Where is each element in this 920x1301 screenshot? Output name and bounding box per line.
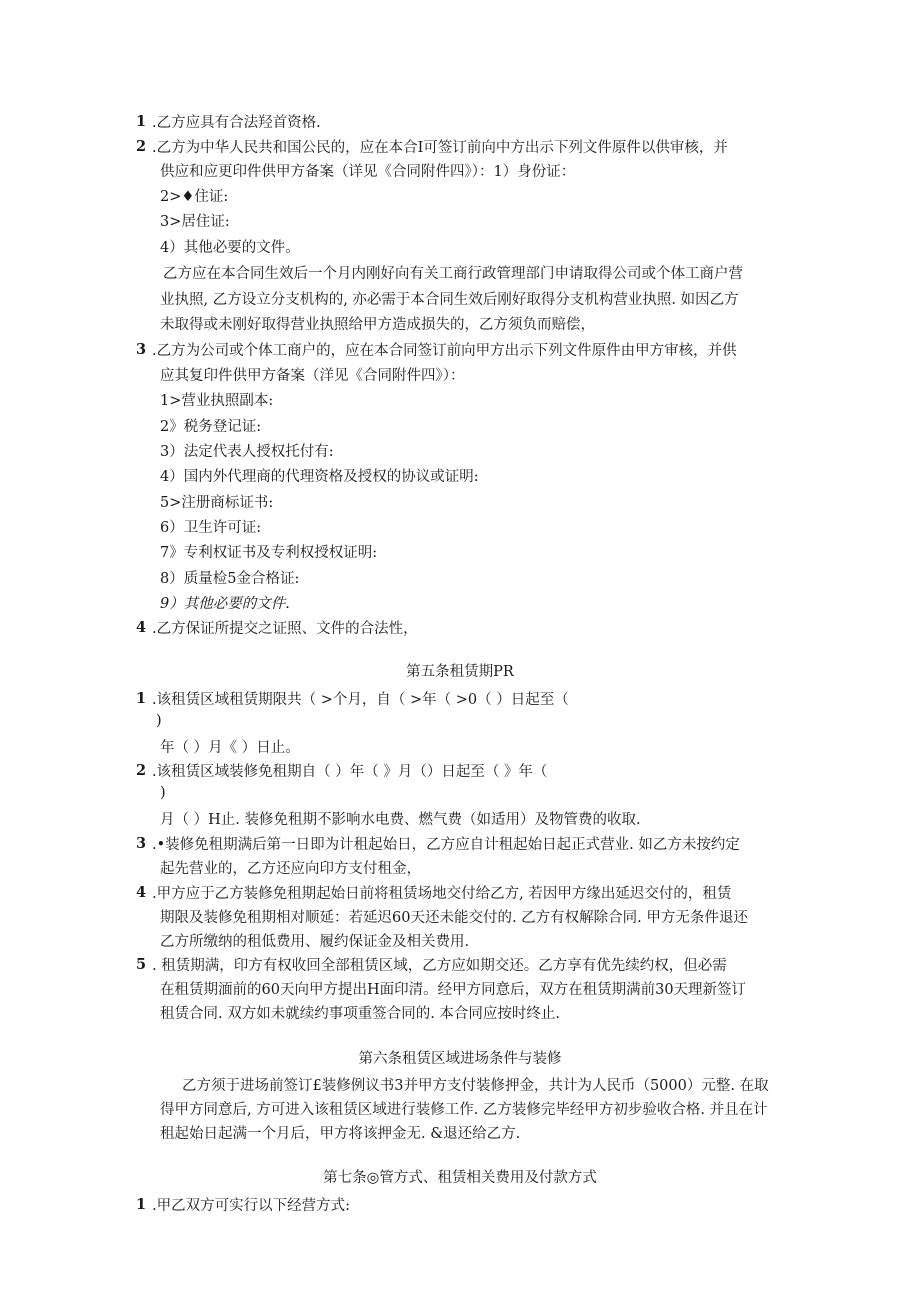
- clause-text: 供应和应更印件供甲方备案（详见《合同附件四》）：1）身份证：: [160, 164, 576, 180]
- clause-text: .乙方为公司或个体工商户的，应在本合同签订前向甲方出示下列文件原件由甲方审核，并供: [152, 343, 737, 359]
- clause-text: . 租赁期满，印方有权收回全部租赁区域，乙方应如期交还。乙方享有优先续约权，但必需: [152, 958, 727, 974]
- item-number: 3: [136, 341, 147, 358]
- clause-text: .乙方保证所提交之证照、文件的合法性，: [152, 621, 418, 637]
- sub-item: 5>注册商标证书:: [160, 495, 274, 511]
- paragraph-line: 乙方应在本合同生效后一个月内刚好向有关工商行政管理部门申请取得公司或个体工商户营: [163, 266, 743, 282]
- clause-text: .•装修免租期满后第一日即为计租起始日，乙方应自计租起始日起正式营业. 如乙方未按约定: [152, 837, 740, 853]
- item-number: 2: [136, 138, 147, 155]
- clause-text: 租赁合同. 双方如未就续约事项重签合同的. 本合同应按时终止.: [160, 1006, 561, 1022]
- item-number: 5: [136, 956, 147, 973]
- sub-item: 2>♦住证:: [160, 189, 229, 205]
- clause-text: 应其复印件供甲方备案（洋见《合同附件四》）：: [160, 368, 465, 384]
- sub-item: 9）其他必要的文件.: [160, 596, 290, 612]
- clause-text: 起先营业的，乙方还应向印方支付租金，: [160, 861, 421, 877]
- sub-item: 6）卫生许可证:: [160, 520, 262, 536]
- paragraph-line: 未取得或未刚好取得营业执照给甲方造成损失的，乙方须负而赔偿，: [160, 317, 595, 333]
- clause-text: .乙方为中华人民共和国公民的，应在本合Ⅰ可签订前向中方出示下列文件原件以供审核，并: [152, 140, 728, 156]
- sub-item: 3>居住证:: [160, 214, 230, 230]
- sub-item: 4）其他必要的文件。: [160, 240, 300, 256]
- section-title: 第五条租赁期PR: [406, 664, 514, 680]
- item-number: 1: [136, 113, 147, 130]
- item-number: 4: [136, 619, 147, 636]
- clause-text: .甲方应于乙方装修免租期起始日前将租赁场地交付给乙方, 若因甲方缘出延迟交付的，租赁: [152, 886, 732, 902]
- clause-text: 年（ ）月《 ）日止。: [160, 740, 300, 756]
- sub-item: 3）法定代表人授权托付有:: [160, 444, 334, 460]
- clause-text: .该租赁区域租赁期限共（ >个月，自（ >年（ >0（ ）日起至（: [152, 692, 569, 708]
- item-number: 1: [136, 1196, 147, 1213]
- clause-text: .甲乙双方可实行以下经营方式:: [152, 1198, 350, 1214]
- clause-text: ): [156, 713, 162, 729]
- section-title: 第六条租赁区域进场条件与装修: [358, 1051, 562, 1067]
- clause-text: 在租赁期湎前的60天向甲方提出H面印清。经甲方同意后，双方在租赁期满前30天理新签订: [160, 982, 747, 998]
- clause-text: 乙方所缴纳的租低费用、履约保证金及相关费用.: [160, 934, 470, 950]
- clause-text: .该租赁区域装修免租期自（ ）年（ 》月（）日起至（ 》年（: [152, 764, 548, 780]
- clause-text: 月（ ）H止. 装修免租期不影响水电费、燃气费（如适用）及物管费的收取.: [160, 812, 641, 828]
- item-number: 4: [136, 884, 147, 901]
- sub-item: 1>营业执照副本:: [160, 393, 274, 409]
- paragraph-line: 业执照, 乙方设立分支机构的, 亦必需于本合同生效后刚好取得分支机构营业执照. 如因乙方: [160, 292, 739, 308]
- sub-item: 4）国内外代理商的代理资格及授权的协议或证明:: [160, 469, 479, 485]
- clause-text: ): [160, 785, 166, 801]
- sub-item: 2》税务登记证:: [160, 419, 262, 435]
- clause-text: 期限及装修免租期相对顺延：若延迟60天还未能交付的. 乙方有权解除合同. 甲方无条件退还: [160, 910, 748, 926]
- item-number: 3: [136, 835, 147, 852]
- paragraph-line: 乙方须于进场前签订£装修例议书3并甲方支付装修押金，共计为人民币（5000）元整. 在取: [182, 1078, 769, 1094]
- sub-item: 7》专利权证书及专利权授权证明:: [160, 545, 378, 561]
- paragraph-line: 得甲方同意后, 方可进入该租赁区域进行装修工作. 乙方装修完毕经甲方初步验收合格. 并且在计: [160, 1102, 768, 1118]
- section-title: 第七条◎管方式、租赁相关费用及付款方式: [323, 1170, 597, 1186]
- clause-text: .乙方应具有合法羟首资格.: [152, 115, 321, 131]
- item-number: 1: [136, 690, 147, 707]
- sub-item: 8）质量检5金合格证:: [160, 571, 300, 587]
- item-number: 2: [136, 762, 147, 779]
- paragraph-line: 租起始日起满一个月后，甲方将该押金无. &退还给乙方.: [160, 1126, 521, 1142]
